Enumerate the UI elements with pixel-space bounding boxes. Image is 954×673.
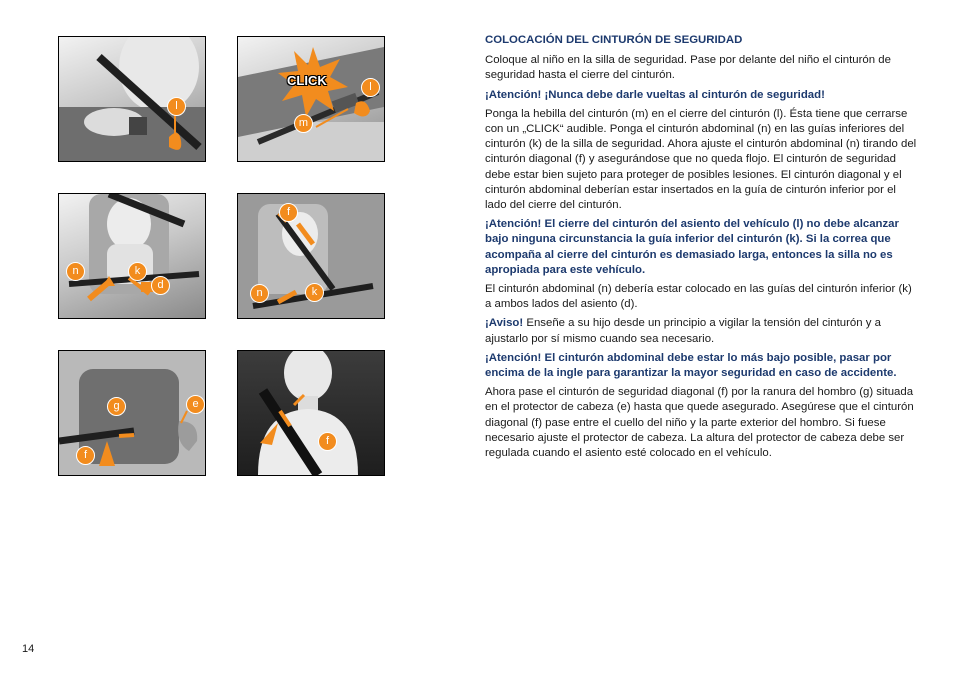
illustration-buckle-click	[238, 37, 384, 161]
paragraph-4: Ahora pase el cinturón de seguridad diagonal (f) por la ranura del hombro (g) situada en el protector de cabeza (e) hasta que quede asegurado. Asegúrese que el cinturón diagonal (f) pase entre el cuello del niño y la parte exterior del hombro. Si fuese necesario ajuste el protector de cabeza. La altura del protector de cabeza debe ser regulada cuando el asiento esté colocado en el vehículo.	[485, 386, 914, 460]
figure-shoulder-slot	[58, 350, 206, 476]
label-e: e	[186, 395, 205, 414]
page-number: 14	[22, 643, 35, 655]
label-n: n	[250, 284, 269, 303]
label-f: f	[279, 203, 298, 222]
notice-label: ¡Aviso!	[485, 317, 524, 330]
notice-paragraph	[485, 316, 917, 346]
figure-belt-neck-shoulder	[237, 350, 385, 476]
figure-lap-belt-guides	[58, 193, 206, 319]
label-f: f	[318, 432, 337, 451]
warning-1: ¡Atención! ¡Nunca debe darle vueltas al cinturón de seguridad!	[485, 88, 825, 101]
label-n: n	[66, 262, 85, 281]
label-l: l	[167, 97, 186, 116]
label-k: k	[305, 283, 324, 302]
paragraph-2: Ponga la hebilla del cinturón (m) en el cierre del cinturón (l). Ésta tiene que cerrarse con un „CLICK“ audible. Ponga el cinturón abdominal (n) en las guías inferiores del cinturón (k) de la silla de seguridad. Ahora ajuste el cinturón abdominal (n) tirando del cinturón diagonal (f) y asegurándose que no queda flojo. El cinturón de seguridad debe estar bien sujeto para proteger de posibles lesiones. El cinturón diagonal y el cinturón abdominal deberían estar insertados en la guía de cinturón inferior por el lado del cierre del cinturón.	[485, 107, 917, 212]
paragraph-1: Coloque al niño en la silla de seguridad. Pase por delante del niño el cinturón de seguridad hasta el cierre del cinturón.	[485, 54, 891, 82]
click-label: CLICK	[287, 73, 327, 88]
figure-click-buckle	[237, 36, 385, 162]
label-k: k	[128, 262, 147, 281]
instructions-text	[485, 33, 917, 465]
figure-diagonal-belt	[237, 193, 385, 319]
section-heading: COLOCACIÓN DEL CINTURÓN DE SEGURIDAD	[485, 34, 743, 46]
label-l: l	[361, 78, 380, 97]
label-d: d	[151, 276, 170, 295]
illustration-child-in-seat	[59, 194, 205, 318]
paragraph-3: El cinturón abdominal (n) debería estar colocado en las guías del cinturón inferior (k) a ambos lados del asiento (d).	[485, 283, 912, 311]
warning-2: ¡Atención! El cierre del cinturón del asiento del vehículo (l) no debe alcanzar bajo ninguna circunstancia la guía inferior del cinturón (k). Si la correa que acompaña al cierre del cinturón es demasiado larga, entonces la silla no es apropiada para este vehículo.	[485, 218, 899, 276]
warning-3: ¡Atención! El cinturón abdominal debe estar lo más bajo posible, pasar por encima de la ingle para garantizar la mayor seguridad en caso de accidente.	[485, 351, 897, 380]
figure-buckle-seat	[58, 36, 206, 162]
label-f: f	[76, 446, 95, 465]
label-g: g	[107, 397, 126, 416]
label-m: m	[294, 114, 313, 133]
illustration-child-torso	[238, 351, 384, 475]
notice-text: Enseñe a su hijo desde un principio a vigilar la tensión del cinturón y a ajustarlo por sí mismo cuando sea necesario.	[485, 317, 881, 345]
